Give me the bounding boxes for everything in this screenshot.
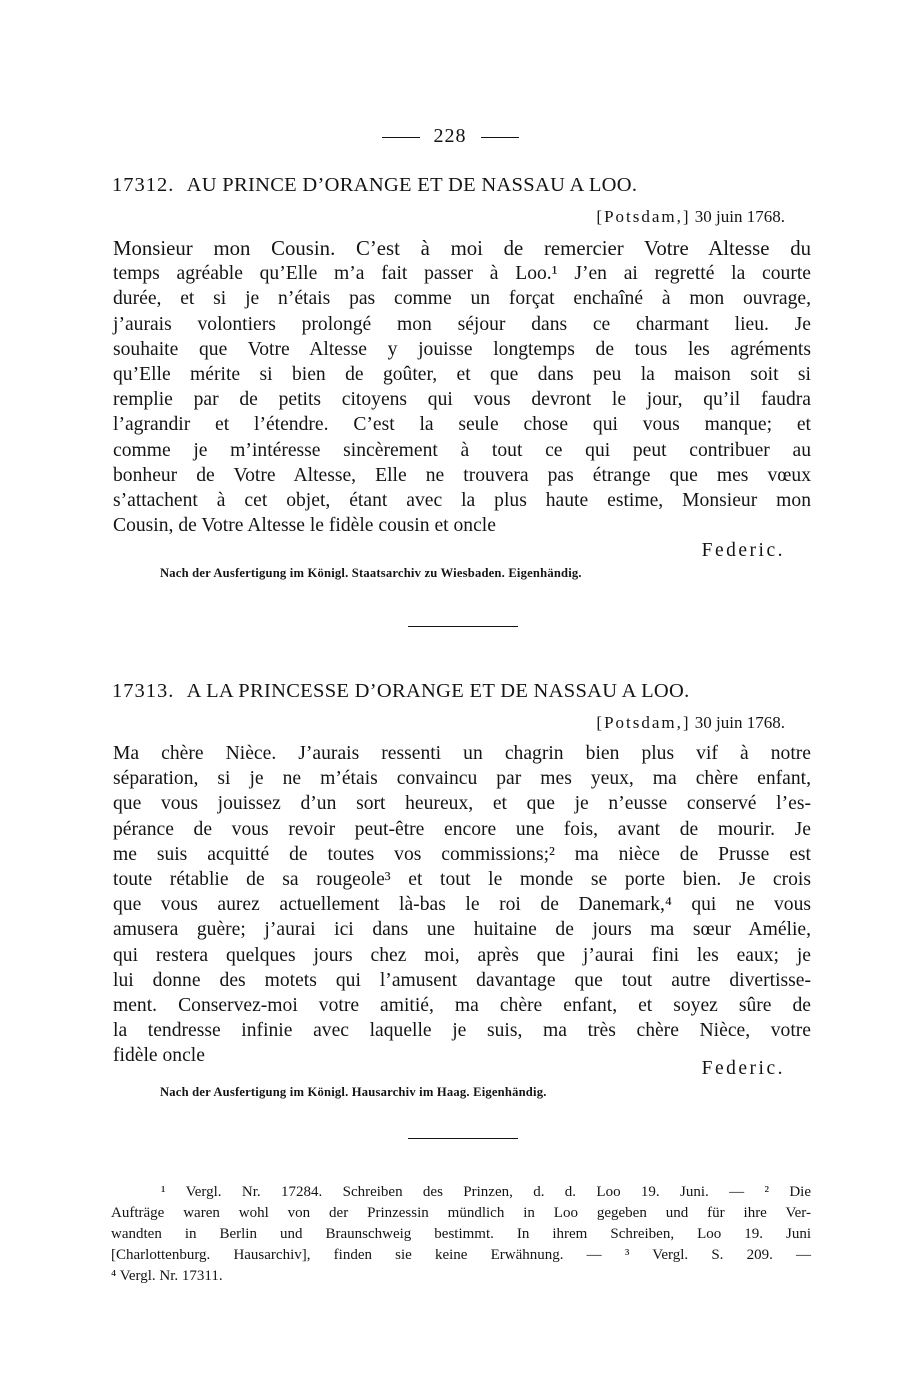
page-number-dash-left [382, 137, 420, 138]
letter-1-line: comme je m’intéresse sincèrement à tout ce qui peut contribuer au [113, 439, 811, 461]
footnote-divider [408, 1138, 518, 1139]
letter-2-place: [Potsdam,] [596, 713, 691, 732]
letter-2-title: A LA PRINCESSE D’ORANGE ET DE NASSAU A LOO. [186, 680, 690, 702]
letter-2-line: amusera guère; j’aurai ici dans une huitaine de jours ma sœur Amélie, [113, 919, 811, 941]
letter-2-line: me suis acquitté de toutes vos commissions;² ma nièce de Prusse est [113, 843, 811, 865]
footnote-line: ⁴ Vergl. Nr. 17311. [111, 1268, 223, 1284]
letter-1-signature: Federic. [701, 540, 785, 561]
letter-2-dateline [596, 713, 785, 733]
letter-1-line: remplie par de petits citoyens qui vous devront le jour, qu’il faudra [113, 389, 811, 411]
letter-1-heading [112, 174, 802, 197]
letter-2-date: 30 juin 1768. [694, 713, 785, 732]
letter-1-line: s’attachent à cet objet, étant avec la plus haute estime, Monsieur mon [113, 489, 811, 511]
footnote-line: ¹ Vergl. Nr. 17284. Schreiben des Prinzen, d. d. Loo 19. Juni. — ² Die [161, 1184, 811, 1200]
footnote-line: [Charlottenburg. Hausarchiv], finden sie keine Erwähnung. — ³ Vergl. S. 209. — [111, 1247, 811, 1263]
letter-2-source: Nach der Ausfertigung im Königl. Hausarchiv im Haag. Eigenhändig. [160, 1085, 547, 1099]
letter-1-line: Monsieur mon Cousin. C’est à moi de remercier Votre Altesse du [113, 237, 811, 260]
letter-2-number: 17313. [112, 680, 175, 702]
letter-2-line: pérance de vous revoir peut-être encore une fois, avant de mourir. Je [113, 818, 811, 840]
letter-1-line: l’agrandir et l’étendre. C’est la seule chose qui vous manque; et [113, 414, 811, 436]
letter-1-line: bonheur de Votre Altesse, Elle ne trouvera pas étrange que mes vœux [113, 464, 811, 486]
letter-1-body [113, 236, 811, 538]
letter-2-line: toute rétablie de sa rougeole³ et tout le monde se porte bien. Je crois [113, 868, 811, 890]
letter-1-source: Nach der Ausfertigung im Königl. Staatsarchiv zu Wiesbaden. Eigenhändig. [160, 566, 582, 580]
letter-1-dateline [596, 207, 785, 227]
letter-1-line: qu’Elle mérite si bien de goûter, et que dans peu la maison soit si [113, 363, 811, 385]
letter-2-line: séparation, si je ne m’étais convaincu par mes yeux, ma chère enfant, [113, 768, 811, 790]
letter-1-line: temps agréable qu’Elle m’a fait passer à Loo.¹ J’en ai regretté la courte [113, 263, 811, 285]
letter-1-line: Cousin, de Votre Altesse le fidèle cousin et oncle [113, 515, 496, 537]
letter-2-heading [112, 680, 802, 703]
footnote-line: wandten in Berlin und Braunschweig bestimmt. In ihrem Schreiben, Loo 19. Juni [111, 1226, 811, 1242]
letter-2-line: la tendresse infinie avec laquelle je suis, ma très chère Nièce, votre [113, 1020, 811, 1042]
letter-1-line: j’aurais volontiers prolongé mon séjour dans ce charmant lieu. Je [113, 313, 811, 335]
footnotes [111, 1182, 811, 1287]
letter-1-line: durée, et si je n’étais pas comme un forçat enchaîné à mon ouvrage, [113, 288, 811, 310]
letter-1-line: souhaite que Votre Altesse y jouisse longtemps de tous les agréments [113, 338, 811, 360]
letter-1-place: [Potsdam,] [596, 207, 691, 226]
page-number: 228 [0, 125, 900, 148]
letter-2-line: lui donne des motets qui l’amusent davantage que tout autre divertisse- [113, 969, 811, 991]
letter-2-line: ment. Conservez-moi votre amitié, ma chère enfant, et soyez sûre de [113, 994, 811, 1016]
letter-1-date: 30 juin 1768. [694, 207, 785, 226]
letter-2-line: que vous aurez actuellement là-bas le roi de Danemark,⁴ qui ne vous [113, 894, 811, 916]
letter-2-body [113, 741, 811, 1068]
letter-2-line: Ma chère Nièce. J’aurais ressenti un chagrin bien plus vif à notre [113, 743, 811, 764]
letter-2-line: fidèle oncle [113, 1045, 205, 1067]
letter-1-title: AU PRINCE D’ORANGE ET DE NASSAU A LOO. [186, 174, 638, 196]
letter-2-signature: Federic. [701, 1058, 785, 1079]
page-number-dash-right [481, 137, 519, 138]
letter-2-line: qui restera quelques jours chez moi, après que j’aurai fini les eaux; je [113, 944, 811, 966]
section-divider [408, 626, 518, 627]
letter-2-line: que vous jouissez d’un sort heureux, et que je n’eusse conservé l’es- [113, 793, 811, 815]
footnote-line: Aufträge waren wohl von der Prinzessin mündlich in Loo gegeben und für ihre Ver- [111, 1205, 811, 1221]
letter-1-number: 17312. [112, 174, 175, 196]
